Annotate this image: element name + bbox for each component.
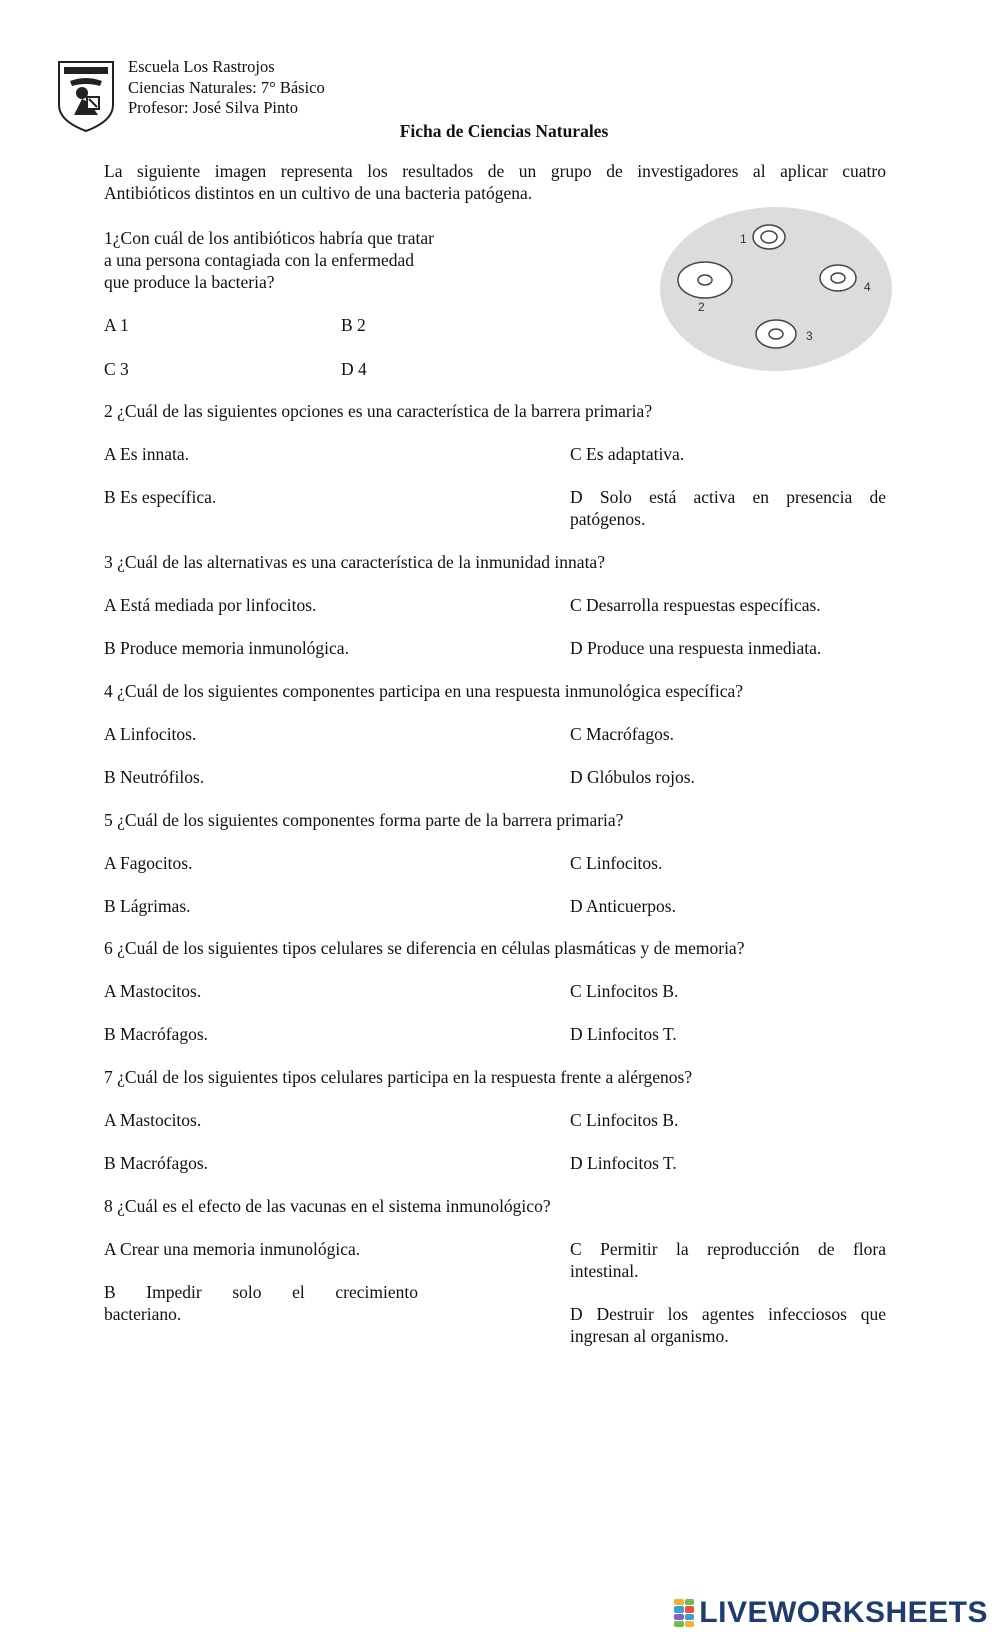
q2-option-b: B Es específica. (104, 487, 217, 507)
page-title (0, 121, 1000, 142)
q7-option-a: A Mastocitos. (104, 1110, 202, 1130)
q2-option-a: A Es innata. (104, 444, 190, 464)
q5-option-b: B Lágrimas. (104, 896, 191, 916)
q3-option-d: D Produce una respuesta inmediata. (570, 638, 822, 658)
q2-option-d-line-2: patógenos. (570, 509, 646, 529)
q8-option-b-line-1: B Impedir solo el crecimiento (104, 1282, 418, 1302)
q4-option-c: C Macrófagos. (570, 724, 675, 744)
q8-option-d-line-1: D Destruir los agentes infecciosos que (570, 1304, 886, 1324)
q1-text-line-3: que produce la bacteria? (104, 272, 275, 292)
q5-option-d: D Anticuerpos. (570, 896, 676, 916)
q3-option-a: A Está mediada por linfocitos. (104, 595, 317, 615)
zone-label-1: 1 (740, 232, 747, 246)
course-name: Ciencias Naturales: 7° Básico (128, 78, 325, 97)
q7-option-d: D Linfocitos T. (570, 1153, 677, 1173)
q8-option-c-line-1: C Permitir la reproducción de flora (570, 1239, 886, 1259)
q5-text: 5 ¿Cuál de los siguientes componentes forma parte de la barrera primaria? (104, 810, 624, 830)
q1-text-line-2: a una persona contagiada con la enfermedad (104, 250, 414, 270)
q3-option-c: C Desarrolla respuestas específicas. (570, 595, 821, 615)
inhibition-zone-4 (820, 265, 856, 291)
zone-label-4: 4 (864, 280, 871, 294)
liveworksheets-logo (674, 1596, 988, 1630)
q7-text: 7 ¿Cuál de los siguientes tipos celulares participa en la respuesta frente a alérgenos? (104, 1067, 693, 1087)
q6-option-c: C Linfocitos B. (570, 981, 679, 1001)
petri-dish-diagram (658, 203, 898, 373)
q4-option-a: A Linfocitos. (104, 724, 197, 744)
page-title-text: Ficha de Ciencias Naturales (399, 121, 609, 141)
q8-option-c-line-2: intestinal. (570, 1261, 639, 1281)
q2-text: 2 ¿Cuál de las siguientes opciones es una característica de la barrera primaria? (104, 401, 653, 421)
q8-option-d-line-2: ingresan al organismo. (570, 1326, 729, 1346)
liveworksheets-brand: LIVEWORKSHEETS (699, 1596, 988, 1629)
liveworksheets-grid-icon (674, 1599, 694, 1627)
q2-option-c: C Es adaptativa. (570, 444, 685, 464)
inhibition-zone-1 (753, 225, 785, 249)
q7-option-b: B Macrófagos. (104, 1153, 209, 1173)
q1-option-c: C 3 (104, 359, 129, 379)
q7-option-c: C Linfocitos B. (570, 1110, 679, 1130)
q3-text: 3 ¿Cuál de las alternativas es una característica de la inmunidad innata? (104, 552, 605, 572)
q6-option-b: B Macrófagos. (104, 1024, 209, 1044)
inhibition-zone-2 (678, 262, 732, 298)
q4-option-b: B Neutrófilos. (104, 767, 205, 787)
q1-text-line-1: 1¿Con cuál de los antibióticos habría que tratar (104, 228, 434, 248)
q8-text: 8 ¿Cuál es el efecto de las vacunas en el sistema inmunológico? (104, 1196, 551, 1216)
intro-line-1: La siguiente imagen representa los resultados de un grupo de investigadores al aplicar cuatro (104, 161, 886, 181)
q1-option-d: D 4 (341, 359, 367, 379)
q4-text: 4 ¿Cuál de los siguientes componentes participa en una respuesta inmunológica específica? (104, 681, 744, 701)
q5-option-c: C Linfocitos. (570, 853, 663, 873)
zone-label-2: 2 (698, 300, 705, 314)
q3-option-b: B Produce memoria inmunológica. (104, 638, 349, 658)
inhibition-zone-3 (756, 320, 796, 348)
q8-option-b-line-2: bacteriano. (104, 1304, 182, 1324)
q8-option-a: A Crear una memoria inmunológica. (104, 1239, 361, 1259)
teacher-name: Profesor: José Silva Pinto (128, 98, 299, 117)
q1-option-a: A 1 (104, 315, 129, 335)
q2-option-d-line-1: D Solo está activa en presencia de (570, 487, 886, 507)
q6-text: 6 ¿Cuál de los siguientes tipos celulares se diferencia en células plasmáticas y de memoria? (104, 938, 745, 958)
q1-option-b: B 2 (341, 315, 366, 335)
q6-option-d: D Linfocitos T. (570, 1024, 677, 1044)
school-name: Escuela Los Rastrojos (128, 57, 275, 76)
intro-line-2: Antibióticos distintos en un cultivo de una bacteria patógena. (104, 183, 533, 203)
zone-label-3: 3 (806, 329, 813, 343)
q6-option-a: A Mastocitos. (104, 981, 202, 1001)
q4-option-d: D Glóbulos rojos. (570, 767, 695, 787)
q5-option-a: A Fagocitos. (104, 853, 193, 873)
